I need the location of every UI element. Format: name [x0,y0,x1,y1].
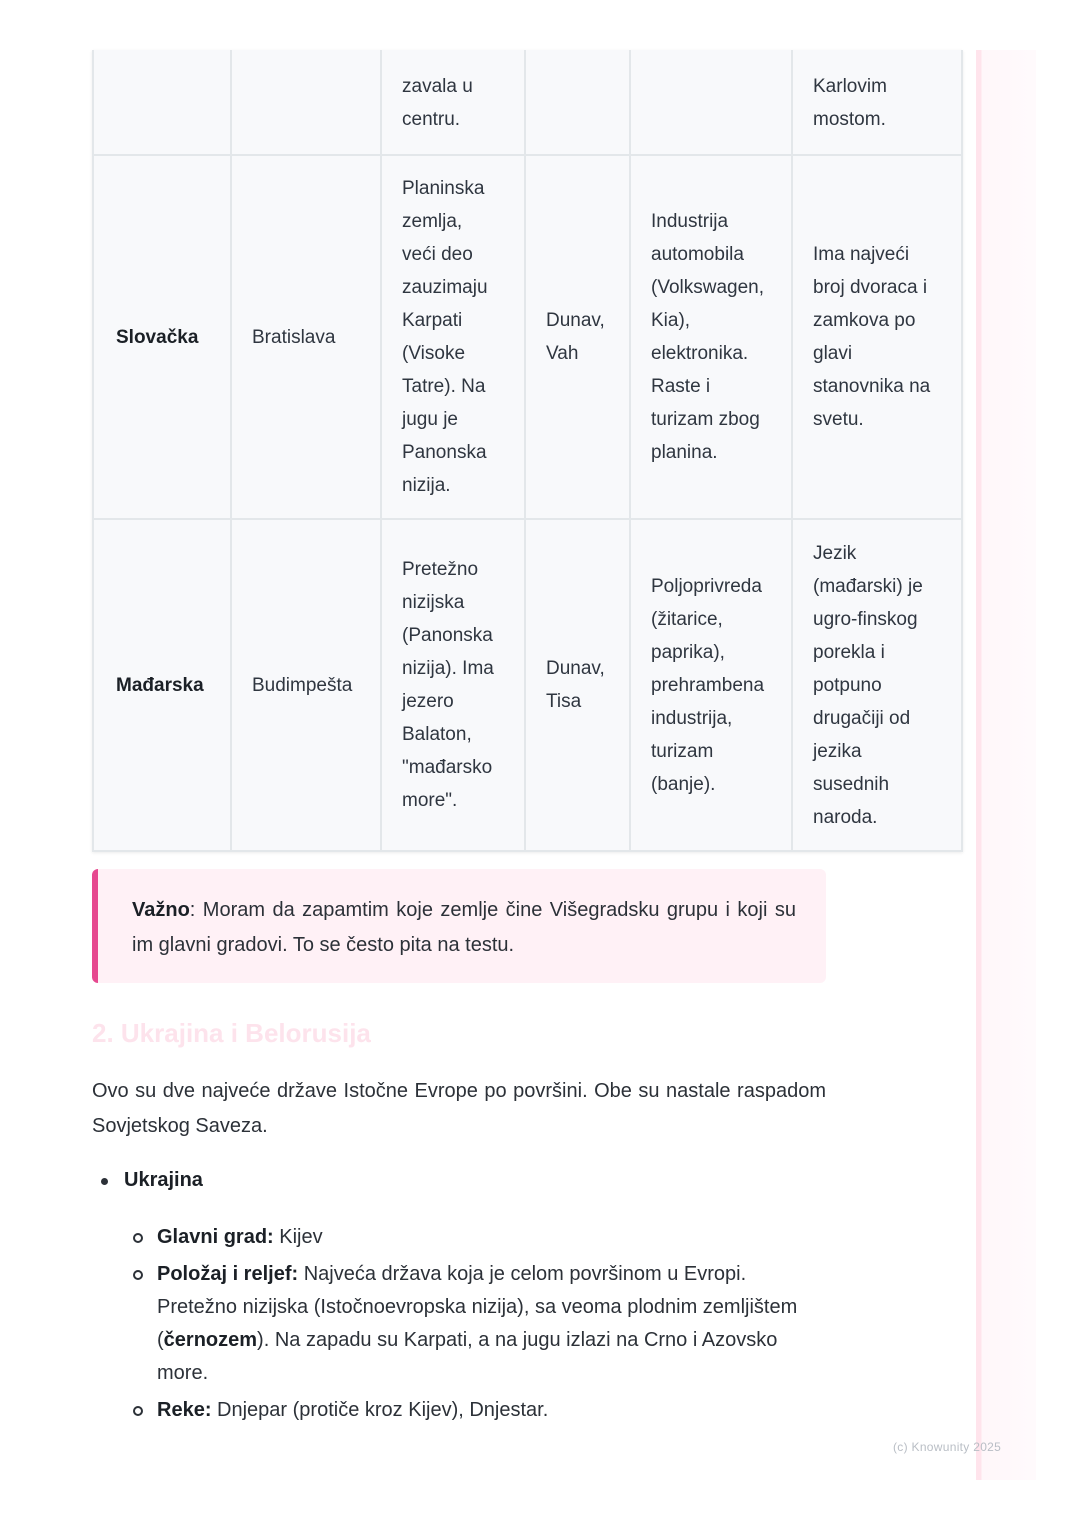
table-cell-country [93,50,231,155]
notes-text: Ima najveći broj dvoraca i zamkova po glavi stanovnika na svetu. [813,244,931,430]
right-margin-strip [976,50,1036,1480]
table-cell-rivers [525,519,630,851]
country-name: Slovačka [116,326,199,348]
table-cell-capital [231,155,381,519]
country-list [92,1164,826,1431]
sub-item-label: Reke: [157,1399,212,1421]
rivers-text: Dunav, Vah [546,310,605,364]
sub-item-label: Glavni grad: [157,1226,274,1248]
circle-bullet-icon [133,1270,143,1280]
notes-text: Karlovim mostom. [813,76,887,130]
table-cell-relief [381,155,525,519]
circle-bullet-icon [133,1233,143,1243]
sub-item-bold-term: černozem [163,1329,258,1351]
table-cell-rivers [525,50,630,155]
sub-list-item [124,1394,826,1427]
table-cell-capital [231,519,381,851]
sub-item-label: Položaj i reljef: [157,1263,299,1285]
table-cell-relief [381,519,525,851]
notes-text: Jezik (mađarski) je ugro-finskog porekla i potpuno drugačiji od jezika susednih naroda. [813,542,923,828]
table-cell-economy [630,50,792,155]
table-cell-notes [792,50,962,155]
table-row [93,155,962,519]
table-cell-economy [630,519,792,851]
sub-list-item [124,1258,826,1390]
table-cell-relief [381,50,525,155]
rivers-text: Dunav, Tisa [546,658,605,712]
table-cell-notes [792,155,962,519]
table-row [93,519,962,851]
sub-item-text: Najveća država koja je celom površinom u Evropi. Pretežno nizijska (Istočnoevropska nizija), sa veoma plodnim zemljištem ( [157,1263,798,1351]
capital-text: Bratislava [252,326,336,348]
callout-text: : Moram da zapamtim koje zemlje čine Višegradsku grupu i koji su im glavni gradovi. To se često pita na testu. [132,899,796,956]
table-cell-country [93,155,231,519]
sub-list [124,1221,826,1427]
circle-bullet-icon [133,1406,143,1416]
relief-text: Planinska zemlja, veći deo zauzimaju Karpati (Visoke Tatre). Na jugu je Panonska nizija. [402,178,488,496]
bullet-icon [101,1178,108,1185]
capital-text: Budimpešta [252,674,353,696]
section-intro: Ovo su dve najveće države Istočne Evrope po površini. Obe su nastale raspadom Sovjetskog Saveza. [92,1080,826,1137]
countries-table [92,50,963,852]
relief-text: zavala u centru. [402,76,473,130]
copyright-footer: (c) Knowunity 2025 [893,1440,1002,1454]
economy-text: Industrija automobila (Volkswagen, Kia), elektronika. Raste i turizam zbog planina. [651,211,765,463]
country-name: Mađarska [116,674,204,696]
sub-item-text: Kijev [273,1226,323,1248]
section-heading: 2. Ukrajina i Belorusija [92,1018,371,1048]
list-item-label: Ukrajina [124,1169,203,1191]
list-item [92,1164,826,1427]
important-callout [92,869,826,983]
table-cell-rivers [525,155,630,519]
economy-text: Poljoprivreda (žitarice, paprika), prehrambena industrija, turizam (banje). [651,575,765,795]
callout-label: Važno [132,899,190,921]
table-cell-economy [630,155,792,519]
table-cell-notes [792,519,962,851]
sub-item-text: ). Na zapadu su Karpati, a na jugu izlazi na Crno i Azovsko more. [157,1329,778,1384]
sub-list-item [124,1221,826,1254]
relief-text: Pretežno nizijska (Panonska nizija). Ima jezero Balaton, "mađarsko more". [402,559,494,811]
sub-item-text: Dnjepar (protiče kroz Kijev), Dnjestar. [211,1399,549,1421]
table-cell-country [93,519,231,851]
table-row [93,50,962,155]
table-cell-capital [231,50,381,155]
